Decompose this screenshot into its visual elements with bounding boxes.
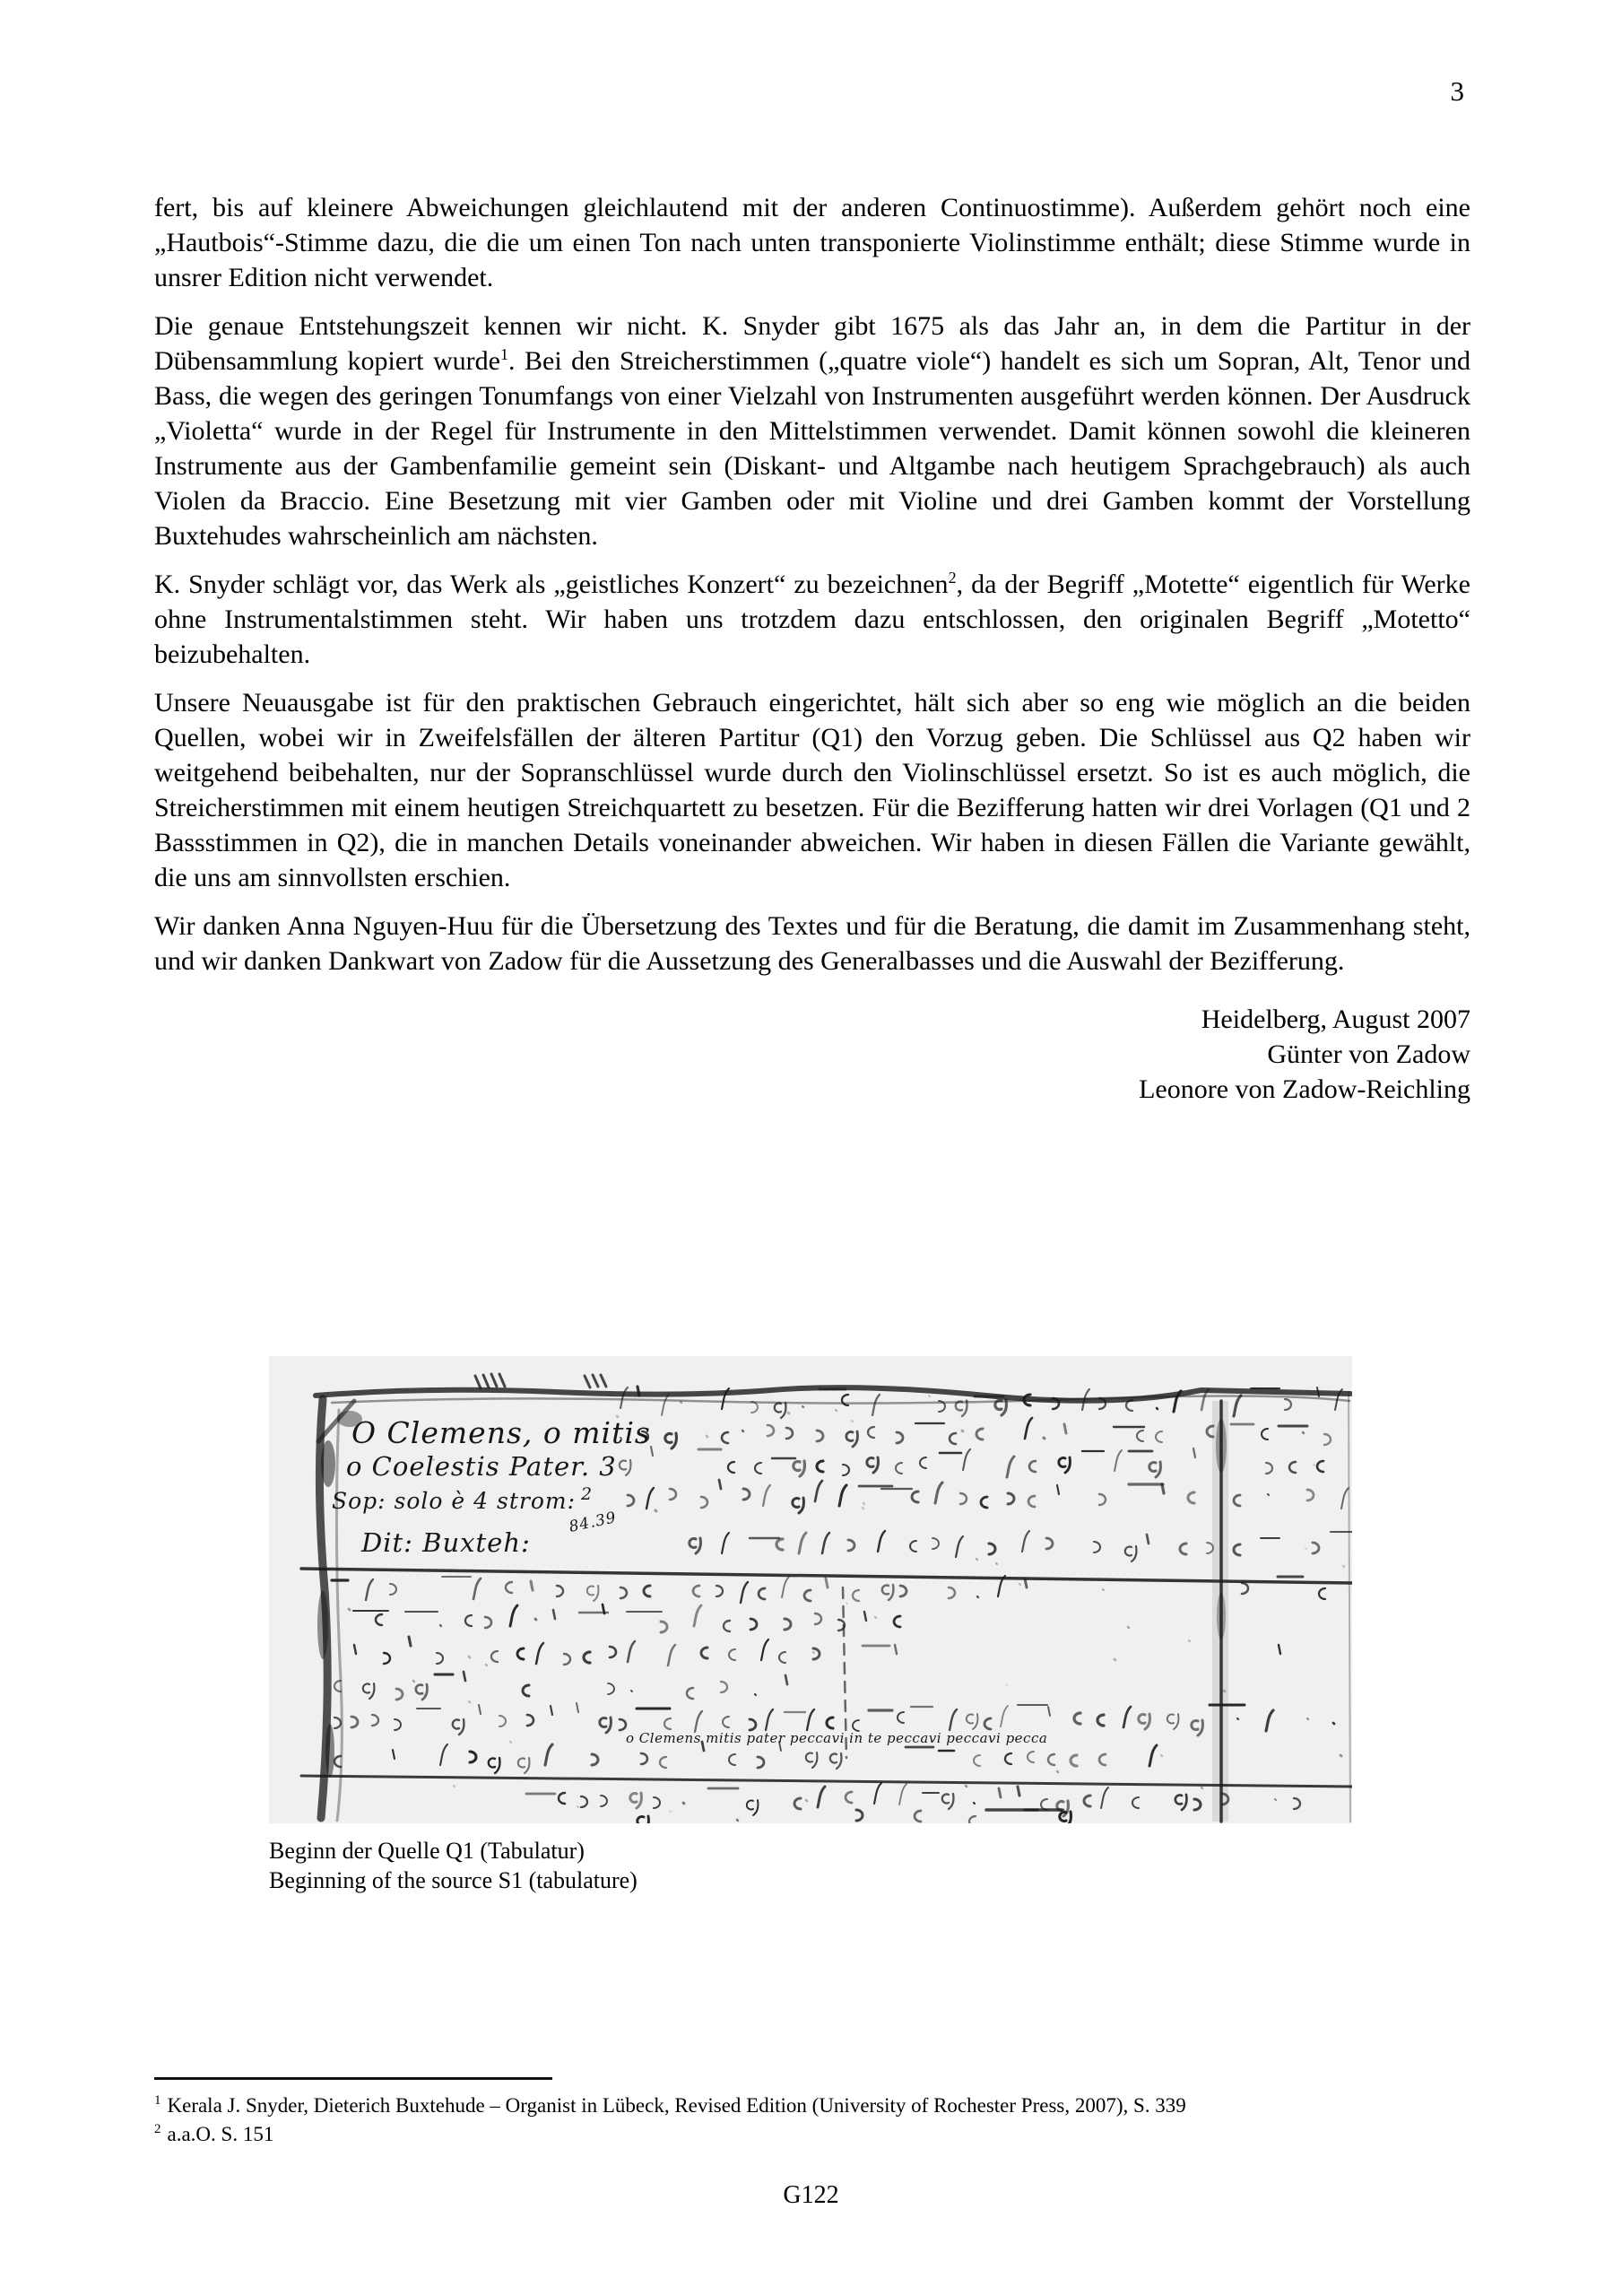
footnote-2-marker: 2 [154,2122,161,2137]
paragraph-2 [154,309,1470,553]
paragraph-2-text: Die genaue Entstehungszeit kennen wir nicht. K. Snyder gibt 1675 als das Jahr an, in dem die Partitur in der Dübensammlung kopiert wurde [154,311,1470,376]
manuscript-inscription-number: 2 [581,1484,594,1504]
footnote-ref-1: 1 [499,345,508,363]
paragraph-2-text-cont: . Bei den Streicherstimmen („quatre viole“) handelt es sich um Sopran, Alt, Tenor und Bass, die wegen des geringen Tonumfangs von einer Vielzahl von Instrumenten ausgeführt werden können. Der Ausdruck „Violetta“ wurde in der Regel für Instrumente in den Mittelstimmen verwendet. Damit können sowohl die kleineren Instrumente aus der Gambenfamilie gemeint sein (Diskant- und Altgambe nach heutigem Sprachgebrauch) als auch Violen da Braccio. Eine Besetzung mit vier Gamben oder mit Violine und drei Gamben kommt der Vorstellung Buxtehudes wahrscheinlich am nächsten. [154,346,1470,551]
figure-caption-de: Beginn der Quelle Q1 (Tabulatur) [269,1838,585,1864]
manuscript-inscription-title2: o Coelestis Pater. 3 [346,1451,617,1482]
page-number: 3 [1450,75,1464,107]
footnote-2 [154,2120,1470,2149]
footnote-separator [154,2077,552,2080]
signature-place-date: Heidelberg, August 2007 [1201,1004,1470,1034]
footnote-1 [154,2092,1470,2120]
paragraph-3-text-cont: , da der Begriff „Motette“ eigentlich für Werke ohne Instrumentalstimmen steht. Wir haben uns trotzdem dazu entschlossen, den originalen Begriff „Motetto“ beizubehalten. [154,570,1470,669]
manuscript-inscription-title: O Clemens, o mitis [351,1415,651,1450]
figure-caption [269,1836,638,1895]
paragraph-3 [154,567,1470,672]
footnote-2-text: a.a.O. S. 151 [167,2123,274,2145]
preface-text [154,190,1470,1107]
footnote-1-marker: 1 [154,2093,161,2109]
footnote-1-text: Kerala J. Snyder, Dieterich Buxtehude – Organist in Lübeck, Revised Edition (University of Rochester Press, 2007), S. 339 [167,2094,1186,2117]
manuscript-inscription-text-underlay: o Clemens mitis pater peccavi in te peccavi peccavi pecca [626,1730,1048,1746]
manuscript-figure [269,1356,1352,1823]
figure-caption-en: Beginning of the source S1 (tabulature) [269,1867,638,1893]
footnote-ref-2: 2 [948,569,957,587]
paragraph-3-text: K. Snyder schlägt vor, das Werk als „geistliches Konzert“ zu bezeichnen [154,570,949,599]
signature-name-2: Leonore von Zadow-Reichling [1139,1074,1470,1104]
paragraph-1: fert, bis auf kleinere Abweichungen gleichlautend mit der anderen Continuostimme). Außerdem gehört noch eine „Hautbois“-Stimme dazu, die die um einen Ton nach unten transponierte Violinstimme enthält; diese Stimme wurde in unsrer Edition nicht verwendet. [154,193,1470,292]
manuscript-inscription-scoring: Sop: solo è 4 strom: [332,1488,577,1514]
footnotes [154,2092,1470,2149]
signature-block [154,1002,1470,1107]
paragraph-5: Wir danken Anna Nguyen-Huu für die Übersetzung des Textes und für die Beratung, die damit im Zusammenhang steht, und wir danken Dankwart von Zadow für die Aussetzung des Generalbasses und die Auswahl der Bezifferung. [154,911,1470,976]
manuscript-scan-image [269,1356,1352,1823]
signature-name-1: Günter von Zadow [1267,1039,1470,1069]
manuscript-inscription-shelfmark: 84.39 [567,1509,619,1536]
page-footer-code: G122 [783,2181,839,2209]
paragraph-4: Unsere Neuausgabe ist für den praktischen Gebrauch eingerichtet, hält sich aber so eng wie möglich an die beiden Quellen, wobei wir in Zweifelsfällen der älteren Partitur (Q1) den Vorzug geben. Die Schlüssel aus Q2 haben wir weitgehend beibehalten, nur der Sopranschlüssel wurde durch den Violinschlüssel ersetzt. So ist es auch möglich, die Streicherstimmen mit einem heutigen Streichquartett zu besetzen. Für die Bezifferung hatten wir drei Vorlagen (Q1 und 2 Bassstimmen in Q2), die in manchen Details voneinander abweichen. Wir haben in diesen Fällen die Variante gewählt, die uns am sinnvollsten erschien. [154,688,1470,892]
manuscript-inscription-attribution: Dit: Buxteh: [361,1527,531,1558]
